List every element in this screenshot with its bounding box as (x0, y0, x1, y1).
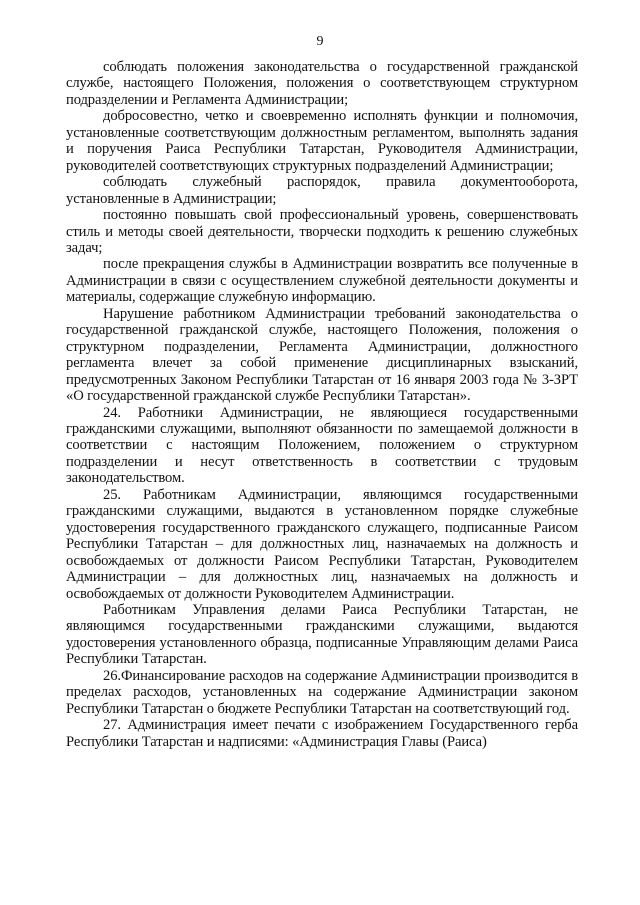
paragraph-section-27: 27. Администрация имеет печати с изображением Государственного герба Республики Татарстан и надписями: «Администрация Главы (Раиса) (66, 717, 578, 750)
page-number: 9 (316, 34, 324, 49)
paragraph-section-25: 25. Работникам Администрации, являющимся государственными гражданскими служащими, выдаются в установленном порядке служебные удостоверения государственного гражданского служащего, подписанные Раисом Республики Татарстан – для должностных лиц, назначаемых на должность и освобождаемых от должности Раисом Республики Татарстан, Руководителем Администрации – для должностных лиц, назначаемых на должность и освобождаемых от должности Руководителем Администрации. (66, 486, 578, 602)
paragraph-duty-return-documents: после прекращения службы в Администрации возвратить все полученные в Администрации в связи с осуществлением служебной деятельности документы и материалы, содержащие служебную информацию. (66, 256, 578, 306)
document-body (66, 59, 578, 750)
paragraph-section-26: 26.Финансирование расходов на содержание Администрации производится в пределах расходов, установленных на содержание Администрации законом Республики Татарстан о бюджете Республики Татарстан на соответствующий год. (66, 667, 578, 717)
paragraph-duty-observe-schedule: соблюдать служебный распорядок, правила документооборота, установленные в Администрации; (66, 174, 578, 207)
paragraph-duty-perform-functions: добросовестно, четко и своевременно исполнять функции и полномочия, установленные соответствующим должностным регламентом, выполнять задания и поручения Раиса Республики Татарстан, Руководителя Администрации, руководителей соответствующих структурных подразделений Администрации; (66, 108, 578, 174)
paragraph-violation-liability: Нарушение работником Администрации требований законодательства о государственной гражданской службе, настоящего Положения, положения о структурном подразделении, Регламента Администрации, должностного регламента влечет за собой применение дисциплинарных взысканий, предусмотренных Законом Республики Татарстан от 16 января 2003 года № 3-ЗРТ «О государственной гражданской службе Республики Татарстан». (66, 305, 578, 405)
paragraph-section-25-continued: Работникам Управления делами Раиса Республики Татарстан, не являющимся государственными гражданскими служащими, выдаются удостоверения установленного образца, подписанные Управляющим делами Раиса Республики Татарстан. (66, 601, 578, 668)
paragraph-section-24: 24. Работники Администрации, не являющиеся государственными гражданскими служащими, выполняют обязанности по замещаемой должности в соответствии с настоящим Положением, положением о структурном подразделении и несут ответственность в соответствии с трудовым законодательством. (66, 404, 578, 487)
paragraph-duty-improve-level: постоянно повышать свой профессиональный уровень, совершенствовать стиль и методы своей деятельности, творчески подходить к решению служебных задач; (66, 207, 578, 256)
paragraph-duty-observe-legislation: соблюдать положения законодательства о государственной гражданской службе, настоящего Положения, положения о соответствующем структурном подразделении и Регламента Администрации; (66, 59, 578, 108)
